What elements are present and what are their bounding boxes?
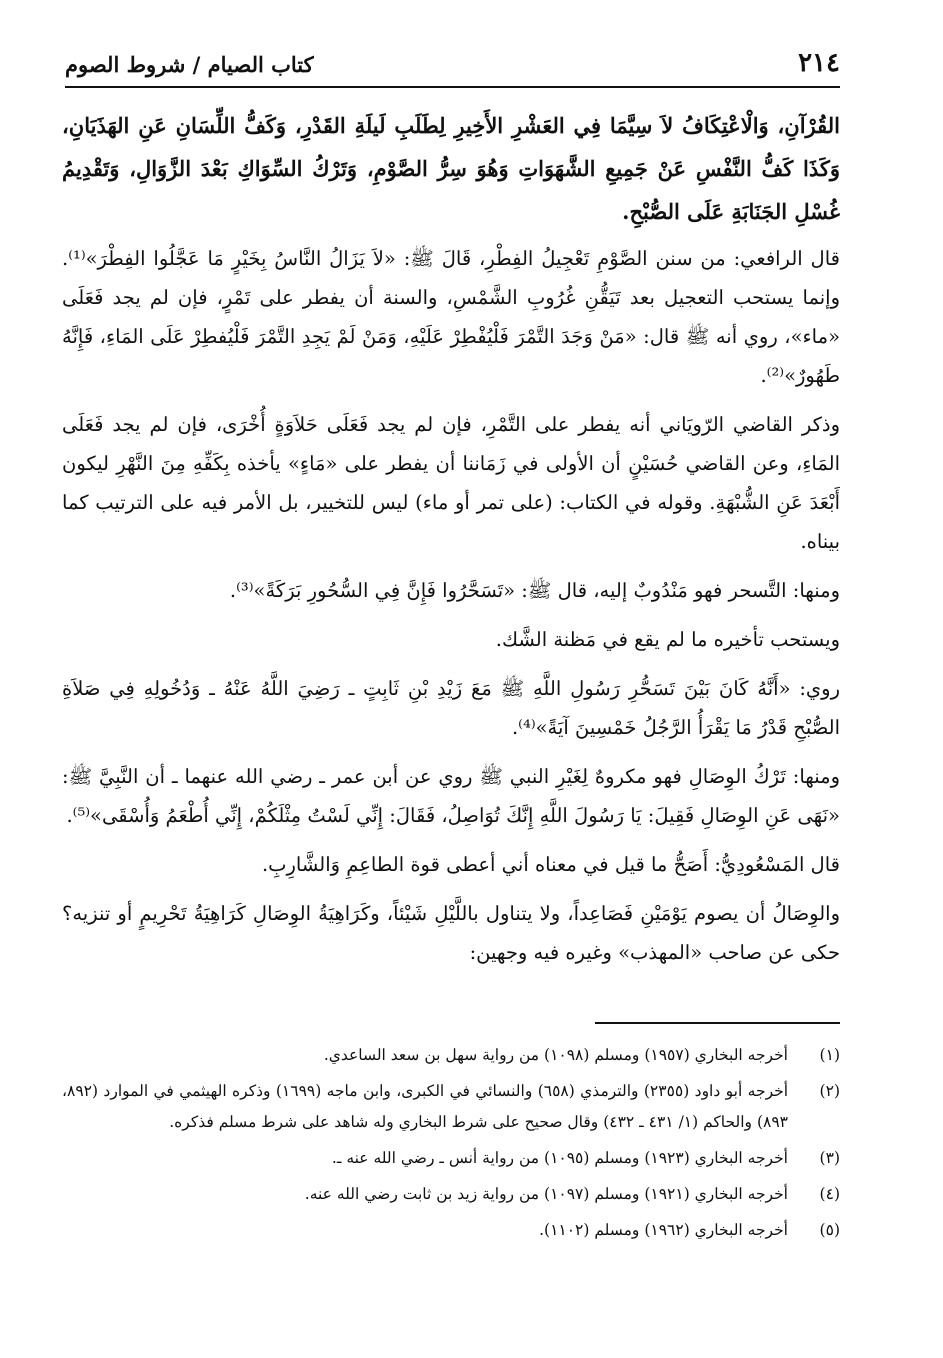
paragraph-4: ويستحب تأخيره ما لم يقع في مَظنة الشَّك. <box>495 628 840 651</box>
matn-paragraph: القُرْآنِ، وَالْاعْتِكَافُ لاَ سِيَّمَا فِي العَشْرِ الأَخِيرِ لِطَلَبِ لَيلَةِ القَدْرِ، وَكَفُّ اللِّسَانِ عَنِ الهَذَيَانِ، وَكَذَا كَفُّ النَّفْسِ عَنْ جَمِيعِ الشَّهَوَاتِ وَهُوَ سِرُّ الصَّوْمِ، وَتَرْكُ السِّوَاكِ بَعْدَ الزَّوَالِ، وَتَقْدِيمُ غُسْلِ الجَنَابَةِ عَلَى الصُّبْحِ. <box>62 113 840 224</box>
footnote <box>62 1215 840 1246</box>
footnote-text: أخرجه البخاري (١٩٢٣) ومسلم (١٠٩٥) من رواية أنس ـ رضي الله عنه ـ. <box>331 1149 788 1167</box>
page-number: ٢١٤ <box>798 48 840 78</box>
footnote-text: أخرجه البخاري (١٩٢١) ومسلم (١٠٩٧) من رواية زيد بن ثابت رضي الله عنه. <box>304 1185 788 1203</box>
running-title: كتاب الصيام / شروط الصوم <box>65 52 314 77</box>
paragraph-8: والوِصَالُ أن يصوم يَوْمَيْنِ فَصَاعِداً، ولا يتناول باللَّيْلِ شَيْئاً، وكَرَاهِيَةُ الوِصَالِ كَرَاهِيَةُ تَحْرِيمٍ أو تنزيه؟ حكى عن صاحب «المهذب» وغيره فيه وجهين: <box>62 902 840 964</box>
paragraph-1: قال الرافعي: من سنن الصَّوْمِ تَعْجِيلُ الفِطْرِ، قَالَ ﷺ: «لاَ يَزَالُ النَّاسُ بِخَيْرٍ مَا عَجَّلُوا الفِطْرَ»⁽¹⁾. وإنما يستحب التعجيل بعد تَيَقُّنِ غُرُوبِ الشَّمْسِ، والسنة أن يفطر على تَمْرٍ، فإن لم يجد فَعَلَى «ماء»، روي أنه ﷺ قال: «مَنْ وَجَدَ التَّمْرَ فَلْيُفْطِرْ عَلَيْهِ، وَمَنْ لَمْ يَجِدِ التَّمْرَ فَلْيُفطِرْ عَلَى المَاءِ، فَإِنَّهُ طَهُورٌ»⁽²⁾. <box>62 247 840 387</box>
paragraph-6: ومنها: تَرْكُ الوِصَالِ فهو مكروهٌ لِغَيْرِ النبي ﷺ روي عن أبن عمر ـ رضي الله عنهما ـ أن النَّبِيَّ ﷺ: «نَهَى عَنِ الوِصَالِ فَقِيلَ: يَا رَسُولَ اللَّهِ إِنَّكَ تُوَاصِلُ، فَقَالَ: إِنِّي لَسْتُ مِثْلَكُمْ، إِنِّي أُطْعَمُ وَأُسْقَى»⁽⁵⁾. <box>62 765 840 827</box>
footnote <box>62 1076 840 1138</box>
paragraph-3: ومنها: التَّسحر فهو مَنْدُوبٌ إليه، قال ﷺ: «تَسَحَّرُوا فَإِنَّ فِي السُّحُورِ بَرَكَةً»⁽³⁾. <box>229 579 840 602</box>
paragraph-7: قال المَسْعُودِيُّ: أَصَحُّ ما قيل في معناه أني أعطى قوة الطاعِمِ وَالشَّارِبِ. <box>261 853 840 876</box>
footnote-number: (٥) <box>819 1221 840 1239</box>
footnote-number: (٣) <box>819 1149 840 1167</box>
footnote <box>62 1179 840 1210</box>
paragraph-2: وذكر القاضي الرّويَاني أنه يفطر على التَّمْرِ، فإن لم يجد فَعَلَى حَلاَوَةٍ أُخْرَى، فإن لم يجد فَعَلَى المَاءِ، وعن القاضي حُسَيْنٍ أن الأولى في زَمَاننا أن يفطر على «مَاءٍ» يأخذه بِكَفِّهِ مِنَ النَّهْرِ ليكون أَبْعَدَ عَنِ الشُّبْهَةِ. وقوله في الكتاب: (على تمر أو ماء) ليس للتخيير، بل الأمر فيه على الترتيب كما بيناه. <box>62 413 840 553</box>
main-text <box>62 104 840 982</box>
footnote-number: (١) <box>819 1046 840 1064</box>
paragraph-5: روي: «أَنَّهُ كَانَ بَيْنَ تَسَحُّرِ رَسُولِ اللَّهِ ﷺ مَعَ زَيْدِ بْنِ ثَابِتٍ ـ رَضِيَ اللَّهُ عَنْهُ ـ وَدُخُولِهِ فِي صَلاَةِ الصُّبْحِ قَدْرُ مَا يَقْرَأُ الرَّجُلُ خَمْسِينَ آيَةً»⁽⁴⁾. <box>62 677 840 739</box>
footnote-text: أخرجه البخاري (١٩٥٧) ومسلم (١٠٩٨) من رواية سهل بن سعد الساعدي. <box>323 1046 788 1064</box>
footnote <box>62 1143 840 1174</box>
footnote-text: أخرجه أبو داود (٢٣٥٥) والترمذي (٦٥٨) والنسائي في الكبرى، وابن ماجه (١٦٩٩) وذكره الهيثمي في الموارد (٨٩٢، ٨٩٣) والحاكم (١/ ٤٣١ ـ ٤٣٢) وقال صحيح على شرط البخاري وله شاهد على شرط مسلم فذكره. <box>62 1082 789 1131</box>
page-header <box>65 42 840 88</box>
footnote <box>62 1040 840 1071</box>
footnote-text: أخرجه البخاري (١٩٦٢) ومسلم (١١٠٢). <box>539 1221 788 1239</box>
footnotes <box>62 1040 840 1251</box>
footnote-number: (٢) <box>819 1082 840 1100</box>
footnote-number: (٤) <box>819 1185 840 1203</box>
footnotes-divider <box>595 1022 840 1024</box>
